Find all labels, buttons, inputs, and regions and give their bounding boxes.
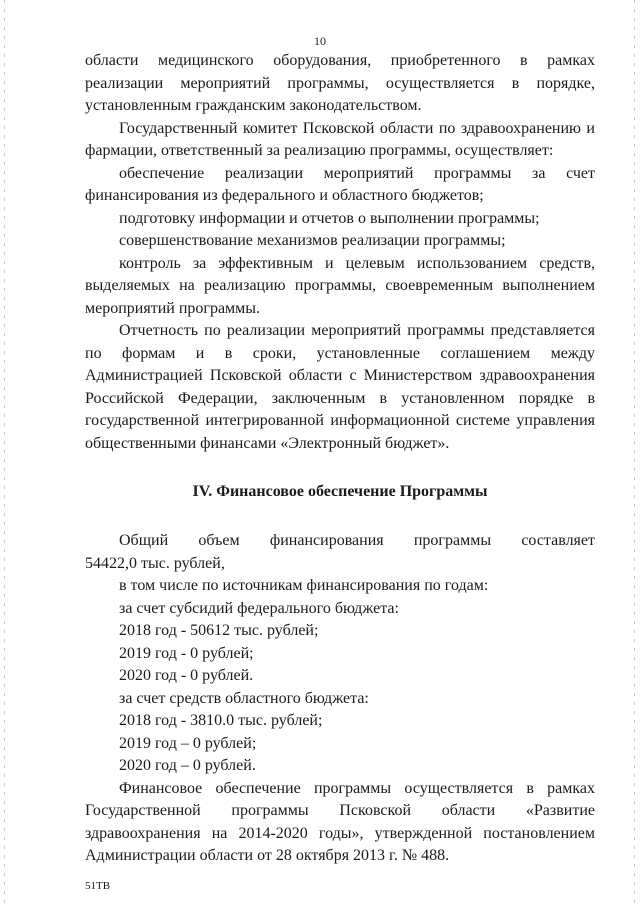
document-body: [85, 50, 595, 868]
paragraph: [85, 118, 595, 163]
text-line: общественными финансами «Электронный бюджет».: [85, 434, 450, 452]
text-line: государственной интегрированной информационной системе управления: [85, 412, 595, 429]
text-line: реализации мероприятий программы, осуществляется в порядке,: [85, 74, 595, 92]
paragraph: [85, 688, 595, 711]
paragraphs-top: [85, 50, 595, 455]
text-line: подготовку информации и отчетов о выполнении программы;: [119, 209, 540, 227]
paragraph: [85, 163, 595, 208]
text-line: за счет средств областного бюджета:: [119, 689, 369, 707]
text-line: фармации, ответственный за реализацию программы, осуществляет:: [85, 142, 554, 159]
text-line: Администрации области от 28 октября 2013 г. № 488.: [85, 847, 450, 864]
text-line: Финансовое обеспечение программы осуществляется в рамках: [119, 779, 595, 797]
paragraph: [85, 755, 595, 778]
paragraph: [85, 710, 595, 733]
text-line: 2019 год - 0 рублей;: [119, 644, 254, 662]
text-line: Общий объем финансирования программы составляет: [119, 532, 595, 549]
text-line: мероприятий программы.: [85, 299, 261, 317]
paragraph: [85, 598, 595, 621]
text-line: финансирования из федерального и областного бюджетов;: [85, 187, 484, 204]
text-line: Российской Федерации, заключенным в установленном порядке в: [85, 389, 595, 407]
paragraph: [85, 253, 595, 321]
section-heading: IV. Финансовое обеспечение Программы: [192, 483, 488, 500]
text-line: 2020 год - 0 рублей.: [119, 667, 254, 684]
text-line: по формам и в сроки, установленные соглашением между: [85, 344, 595, 362]
paragraph: [85, 208, 595, 231]
text-line: обеспечение реализации мероприятий программы за счет: [119, 164, 595, 182]
paragraphs-finance: [85, 530, 595, 868]
text-line: контроль за эффективным и целевым использованием средств,: [119, 254, 595, 272]
scan-edge-right: [634, 0, 635, 905]
paragraph: [85, 575, 595, 598]
text-line: Администрацией Псковской области с Министерством здравоохранения: [85, 367, 595, 384]
paragraph: [85, 665, 595, 688]
scan-edge-left: [4, 0, 5, 905]
text-line: в том числе по источникам финансирования по годам:: [119, 577, 489, 594]
paragraph: [85, 320, 595, 455]
paragraph: [85, 620, 595, 643]
paragraph: [85, 733, 595, 756]
paragraph: [85, 230, 595, 253]
text-line: установленным гражданским законодательством.: [85, 97, 422, 114]
text-line: выделяемых на реализацию программы, своевременным выполнением: [85, 277, 595, 294]
paragraph: [85, 530, 595, 575]
text-line: области медицинского оборудования, приобретенного в рамках: [85, 52, 595, 69]
text-line: за счет субсидий федерального бюджета:: [119, 599, 399, 617]
paragraph: [85, 50, 595, 118]
text-line: 2020 год – 0 рублей.: [119, 757, 256, 774]
text-line: 2018 год - 3810.0 тыс. рублей;: [119, 712, 323, 729]
text-line: Государственный комитет Псковской области по здравоохранению и: [119, 119, 595, 137]
paragraph: [85, 778, 595, 868]
paragraph: [85, 643, 595, 666]
text-line: совершенствование механизмов реализации программы;: [119, 232, 506, 249]
text-line: здравоохранения на 2014-2020 годы», утвержденной постановлением: [85, 824, 595, 842]
text-line: 2019 год – 0 рублей;: [119, 734, 257, 752]
text-line: 54422,0 тыс. рублей,: [85, 554, 225, 572]
footer-code: 51ТВ: [85, 880, 111, 892]
text-line: Отчетность по реализации мероприятий программы представляется: [119, 322, 595, 339]
text-line: 2018 год - 50612 тыс. рублей;: [119, 622, 319, 639]
page-number: 10: [314, 34, 326, 48]
text-line: Государственной программы Псковской области «Развитие: [85, 802, 595, 819]
